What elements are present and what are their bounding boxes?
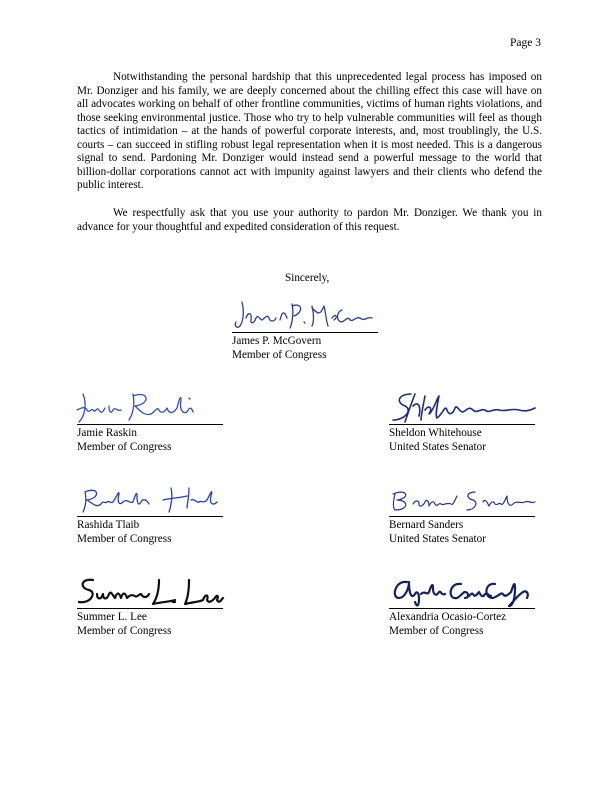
signatory-title: United States Senator <box>389 440 486 453</box>
body-paragraph-1: Notwithstanding the personal hardship that this unprecedented legal process has imposed on Mr. Donziger and his family, we are deeply concerned about the chilling effect this case will have on all advocates working on behalf of other frontline communities, victims of human rights violations, and those seeking environmental justice. Those who try to help vulnerable communities will feel as though tactics of intimidation – at the hands of powerful corporate interests, and, most troublingly, the U.S. courts – can succeed in stifling robust legal representation when it is most needed. This is a dangerous signal to send. Pardoning Mr. Donziger would instead send a powerful message to the world that billion-dollar corporations cannot act with impunity against lawyers and their clients who defend the public interest. <box>77 71 542 191</box>
signatory-title: United States Senator <box>389 532 486 545</box>
handwritten-signature-mcgovern <box>232 298 378 332</box>
body-paragraph-2: We respectfully ask that you use your authority to pardon Mr. Donziger. We thank you in advance for your thoughtful and expedited consideration of this request. <box>77 207 542 233</box>
signatory-name: James P. McGovern <box>232 335 322 347</box>
signatory-name: Summer L. Lee <box>77 611 147 623</box>
signature-block-lee <box>77 574 223 638</box>
handwritten-signature-raskin <box>77 390 223 424</box>
signatory-name: Rashida Tlaib <box>77 519 140 531</box>
handwritten-signature-whitehouse <box>389 390 535 424</box>
signatory-title: Member of Congress <box>389 624 484 637</box>
signature-line <box>77 574 223 609</box>
signature-block-ocasio-cortez <box>389 574 535 638</box>
signature-line <box>389 390 535 425</box>
signatory-title: Member of Congress <box>77 532 172 545</box>
signatory-name: Alexandria Ocasio-Cortez <box>389 611 507 623</box>
page-number: Page 3 <box>510 37 541 49</box>
signature-line <box>389 482 535 517</box>
signature-block-mcgovern <box>232 298 378 362</box>
signatory-name: Sheldon Whitehouse <box>389 427 482 439</box>
signatory-name: Jamie Raskin <box>77 427 137 439</box>
signature-line <box>232 298 378 333</box>
handwritten-signature-sanders <box>389 482 535 516</box>
signatory-title: Member of Congress <box>77 624 172 637</box>
handwritten-signature-tlaib <box>77 482 223 516</box>
signature-line <box>77 390 223 425</box>
signature-block-whitehouse <box>389 390 535 454</box>
signatory-title: Member of Congress <box>232 348 327 361</box>
signature-block-tlaib <box>77 482 223 546</box>
signature-block-sanders <box>389 482 535 546</box>
handwritten-signature-ocasio-cortez <box>389 574 535 608</box>
closing-salutation: Sincerely, <box>285 272 330 284</box>
signatory-title: Member of Congress <box>77 440 172 453</box>
handwritten-signature-lee <box>77 574 223 608</box>
signature-line <box>389 574 535 609</box>
signatory-name: Bernard Sanders <box>389 519 464 531</box>
signature-line <box>77 482 223 517</box>
signature-block-raskin <box>77 390 223 454</box>
